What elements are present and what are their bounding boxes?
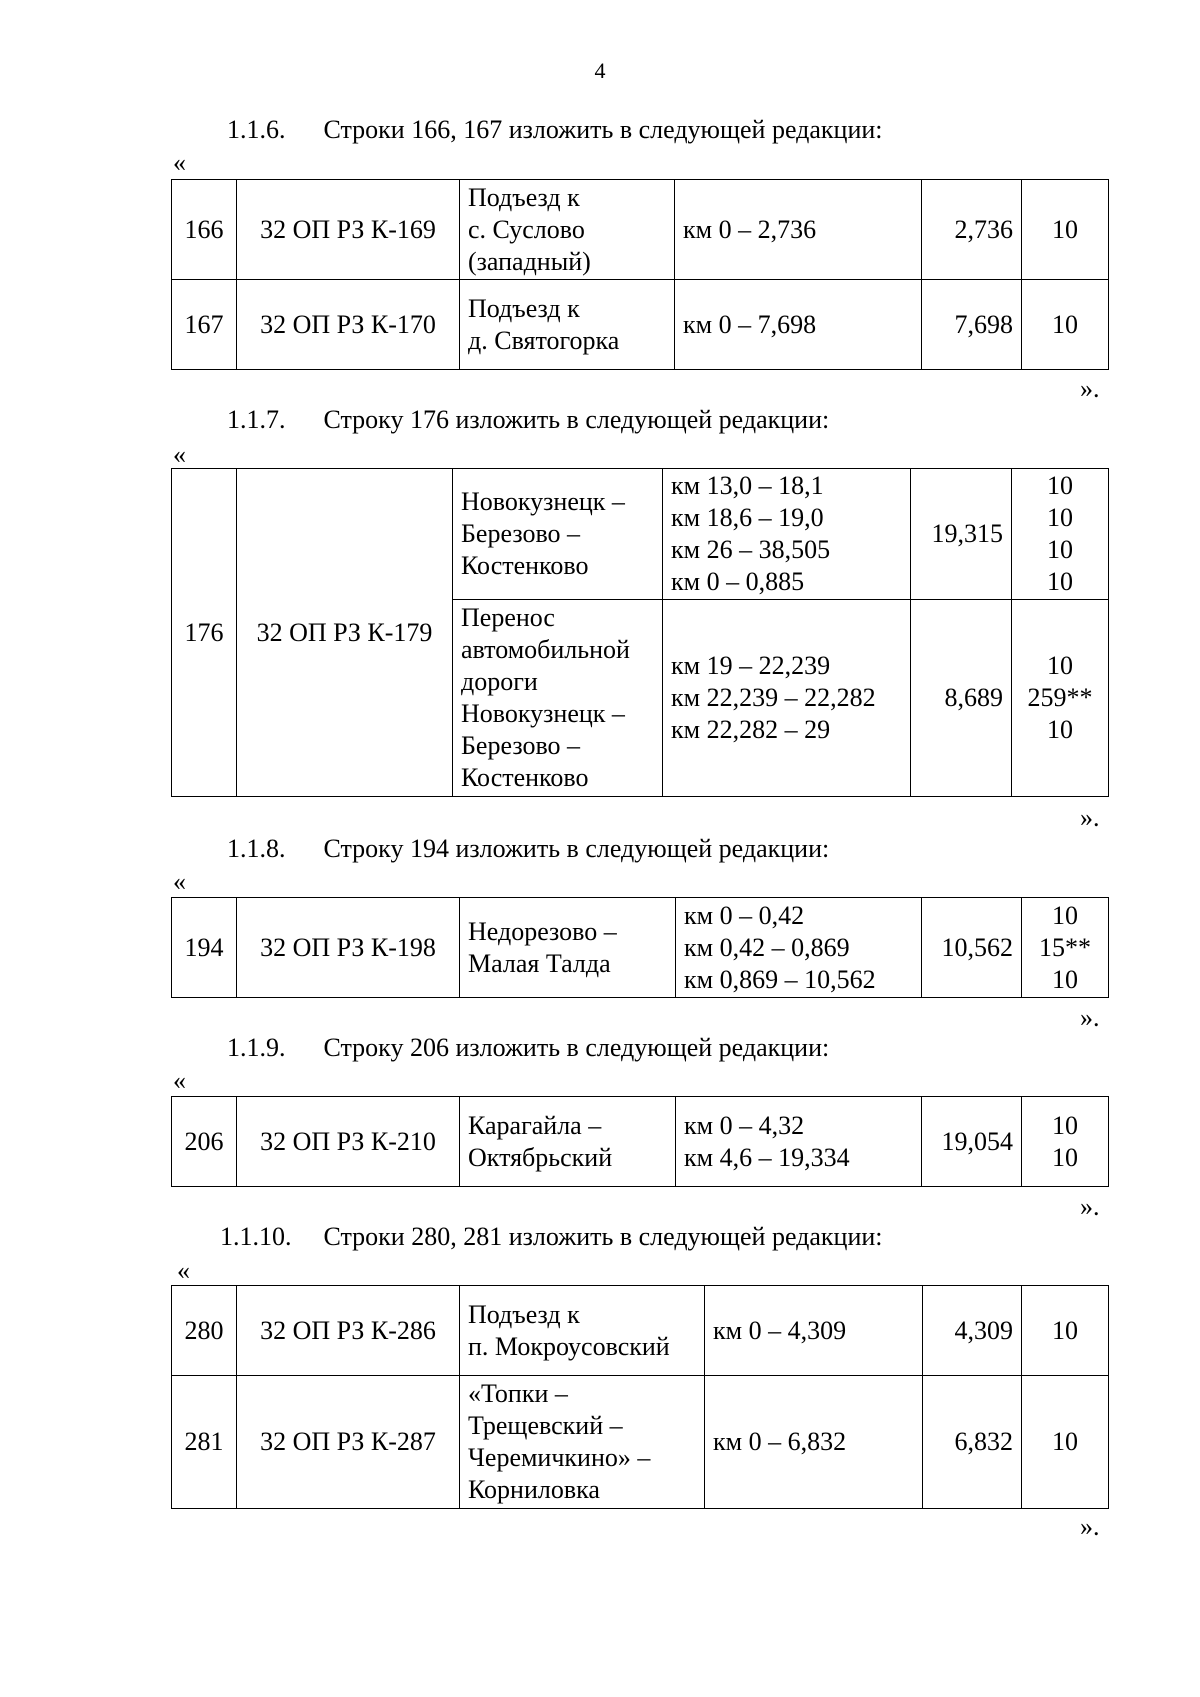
table-row (172, 1286, 1109, 1376)
section-heading-1-1-7 (227, 405, 829, 435)
km-range: км 0 – 6,832 (705, 1376, 923, 1509)
road-name: Недорезово – Малая Талда (460, 898, 676, 998)
road-name: Подъезд к д. Святогорка (460, 280, 675, 370)
road-code: 32 ОП РЗ К-169 (237, 180, 460, 280)
quote-open: « (177, 1256, 190, 1285)
table-row (172, 1376, 1109, 1509)
km-range: км 0 – 2,736 (675, 180, 922, 280)
road-code: 32 ОП РЗ К-287 (237, 1376, 460, 1509)
table-row (172, 469, 1109, 600)
road-length: 7,698 (922, 280, 1022, 370)
axle-load: 10 (1022, 1286, 1109, 1376)
road-length: 6,832 (923, 1376, 1022, 1509)
axle-load: 10 10 (1022, 1097, 1109, 1187)
road-length: 19,054 (922, 1097, 1022, 1187)
road-code: 32 ОП РЗ К-210 (237, 1097, 460, 1187)
section-heading-1-1-8 (227, 834, 829, 864)
table-section-1-1-10 (171, 1285, 1109, 1509)
section-heading-1-1-10 (220, 1222, 883, 1252)
axle-load: 10 (1022, 280, 1109, 370)
road-name: Новокузнецк – Березово – Костенково (453, 469, 663, 600)
row-number: 166 (172, 180, 237, 280)
km-range: км 0 – 4,32 км 4,6 – 19,334 (676, 1097, 922, 1187)
axle-load: 10 (1022, 180, 1109, 280)
table-section-1-1-8 (171, 897, 1109, 998)
quote-close: ». (1080, 1003, 1100, 1032)
road-code: 32 ОП РЗ К-198 (237, 898, 460, 998)
section-heading-1-1-9 (227, 1033, 829, 1063)
road-name: Карагайла – Октябрьский (460, 1097, 676, 1187)
quote-open: « (173, 148, 186, 177)
section-text: Строку 206 изложить в следующей редакции: (323, 1033, 830, 1062)
section-heading-1-1-6 (227, 115, 883, 145)
section-number: 1.1.7. (227, 405, 286, 434)
section-number: 1.1.8. (227, 834, 286, 863)
section-text: Строку 176 изложить в следующей редакции: (323, 405, 830, 434)
table-section-1-1-9 (171, 1096, 1109, 1187)
row-number: 176 (172, 469, 237, 797)
row-number: 194 (172, 898, 237, 998)
quote-close: ». (1080, 1192, 1100, 1221)
road-length: 10,562 (922, 898, 1022, 998)
road-length: 8,689 (911, 600, 1012, 797)
km-range: км 19 – 22,239 км 22,239 – 22,282 км 22,282 – 29 (663, 600, 911, 797)
table-section-1-1-7 (171, 468, 1109, 797)
quote-open: « (173, 1066, 186, 1095)
table-row (172, 898, 1109, 998)
km-range: км 0 – 0,42 км 0,42 – 0,869 км 0,869 – 10,562 (676, 898, 922, 998)
road-name: «Топки – Трещевский – Черемичкино» – Корниловка (460, 1376, 705, 1509)
km-range: км 0 – 7,698 (675, 280, 922, 370)
quote-open: « (173, 440, 186, 469)
road-length: 4,309 (923, 1286, 1022, 1376)
road-name: Подъезд к п. Мокроусовский (460, 1286, 705, 1376)
km-range: км 0 – 4,309 (705, 1286, 923, 1376)
axle-load: 10 10 10 10 (1012, 469, 1109, 600)
quote-close: ». (1080, 1512, 1100, 1541)
section-number: 1.1.10. (220, 1222, 292, 1251)
axle-load: 10 259** 10 (1012, 600, 1109, 797)
road-name: Перенос автомобильной дороги Новокузнецк – Березово – Костенково (453, 600, 663, 797)
km-range: км 13,0 – 18,1 км 18,6 – 19,0 км 26 – 38,505 км 0 – 0,885 (663, 469, 911, 600)
section-text: Строки 280, 281 изложить в следующей редакции: (323, 1222, 883, 1251)
row-number: 167 (172, 280, 237, 370)
table-row (172, 280, 1109, 370)
road-name: Подъезд к с. Суслово (западный) (460, 180, 675, 280)
road-code: 32 ОП РЗ К-170 (237, 280, 460, 370)
axle-load: 10 (1022, 1376, 1109, 1509)
table-section-1-1-6 (171, 179, 1109, 370)
road-length: 19,315 (911, 469, 1012, 600)
section-text: Строку 194 изложить в следующей редакции: (323, 834, 830, 863)
quote-close: ». (1080, 374, 1100, 403)
quote-close: ». (1080, 803, 1100, 832)
road-code: 32 ОП РЗ К-286 (237, 1286, 460, 1376)
page-number: 4 (594, 58, 606, 83)
quote-open: « (173, 867, 186, 896)
row-number: 206 (172, 1097, 237, 1187)
road-code: 32 ОП РЗ К-179 (237, 469, 453, 797)
row-number: 281 (172, 1376, 237, 1509)
section-text: Строки 166, 167 изложить в следующей редакции: (323, 115, 883, 144)
row-number: 280 (172, 1286, 237, 1376)
road-length: 2,736 (922, 180, 1022, 280)
table-row (172, 180, 1109, 280)
section-number: 1.1.6. (227, 115, 286, 144)
table-row (172, 1097, 1109, 1187)
axle-load: 10 15** 10 (1022, 898, 1109, 998)
section-number: 1.1.9. (227, 1033, 286, 1062)
